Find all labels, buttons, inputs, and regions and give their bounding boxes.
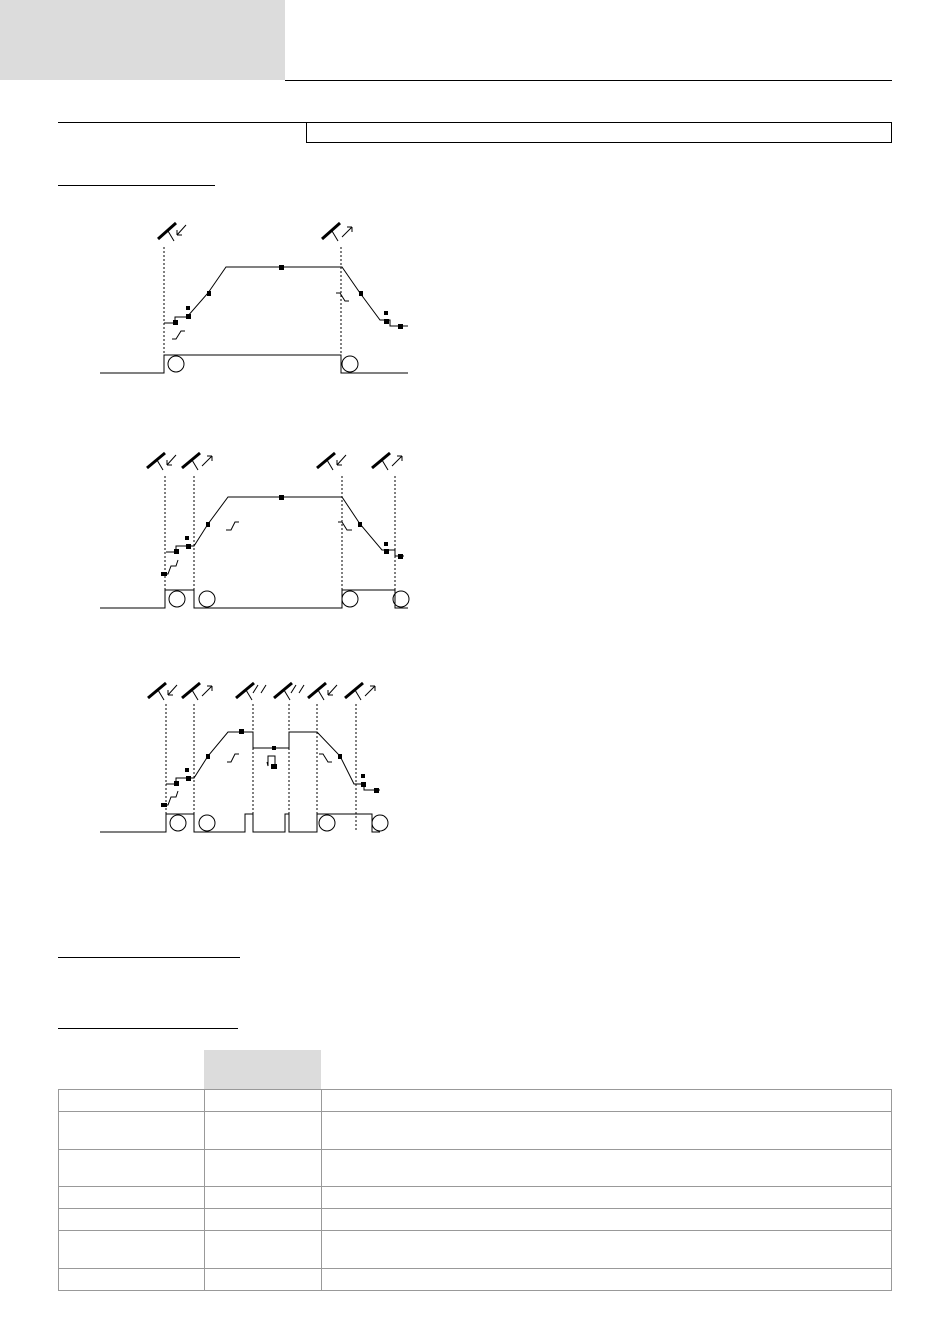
torch-press-icon bbox=[158, 223, 186, 241]
diagram-2t-svg bbox=[90, 215, 420, 380]
settings-heading bbox=[58, 957, 240, 958]
table-cell bbox=[59, 1187, 205, 1209]
table-row bbox=[59, 1269, 892, 1291]
table-row bbox=[59, 1209, 892, 1231]
table-row bbox=[59, 1112, 892, 1150]
torch-release-icon bbox=[182, 453, 212, 470]
parameters-table bbox=[58, 1089, 892, 1291]
torch-release-icon bbox=[372, 453, 402, 470]
torch-tap-icon bbox=[274, 683, 304, 700]
table-cell bbox=[322, 1231, 892, 1269]
torch-press-icon bbox=[317, 453, 346, 470]
diagram-4t-svg bbox=[90, 448, 420, 616]
modes-heading bbox=[58, 185, 215, 186]
section-title-box bbox=[306, 122, 892, 143]
table-header-cell bbox=[204, 1050, 321, 1089]
table-row bbox=[59, 1231, 892, 1269]
table-cell bbox=[59, 1269, 205, 1291]
table-cell bbox=[322, 1090, 892, 1112]
table-row bbox=[59, 1187, 892, 1209]
torch-press-icon bbox=[148, 683, 177, 700]
table-cell bbox=[205, 1090, 322, 1112]
table-cell bbox=[205, 1150, 322, 1187]
table-cell bbox=[59, 1209, 205, 1231]
header-rule bbox=[285, 80, 892, 81]
table-cell bbox=[205, 1209, 322, 1231]
table-cell bbox=[59, 1090, 205, 1112]
table-cell bbox=[322, 1187, 892, 1209]
torch-tap-icon bbox=[236, 683, 266, 700]
table-cell bbox=[322, 1112, 892, 1150]
table-cell bbox=[322, 1150, 892, 1187]
table-row bbox=[59, 1150, 892, 1187]
table-cell bbox=[205, 1231, 322, 1269]
table-cell bbox=[59, 1112, 205, 1150]
table-cell bbox=[205, 1187, 322, 1209]
table-cell bbox=[205, 1112, 322, 1150]
parameters-heading bbox=[58, 1028, 238, 1029]
welding-cycle-diagram-4t-bilevel bbox=[90, 678, 420, 838]
table-cell bbox=[322, 1209, 892, 1231]
table-cell bbox=[322, 1269, 892, 1291]
diagram-bilevel-svg bbox=[90, 678, 420, 838]
torch-press-icon bbox=[147, 453, 176, 470]
welding-cycle-diagram-2t bbox=[90, 215, 420, 380]
chapter-header-block bbox=[0, 0, 285, 80]
torch-release-icon bbox=[322, 223, 352, 241]
torch-release-icon bbox=[182, 683, 212, 700]
table-cell bbox=[59, 1231, 205, 1269]
torch-press-icon bbox=[308, 683, 337, 700]
torch-release-icon bbox=[345, 683, 375, 700]
section-title-rule bbox=[58, 122, 306, 123]
welding-cycle-diagram-4t bbox=[90, 448, 420, 616]
table-cell bbox=[205, 1269, 322, 1291]
table-cell bbox=[59, 1150, 205, 1187]
table-row bbox=[59, 1090, 892, 1112]
